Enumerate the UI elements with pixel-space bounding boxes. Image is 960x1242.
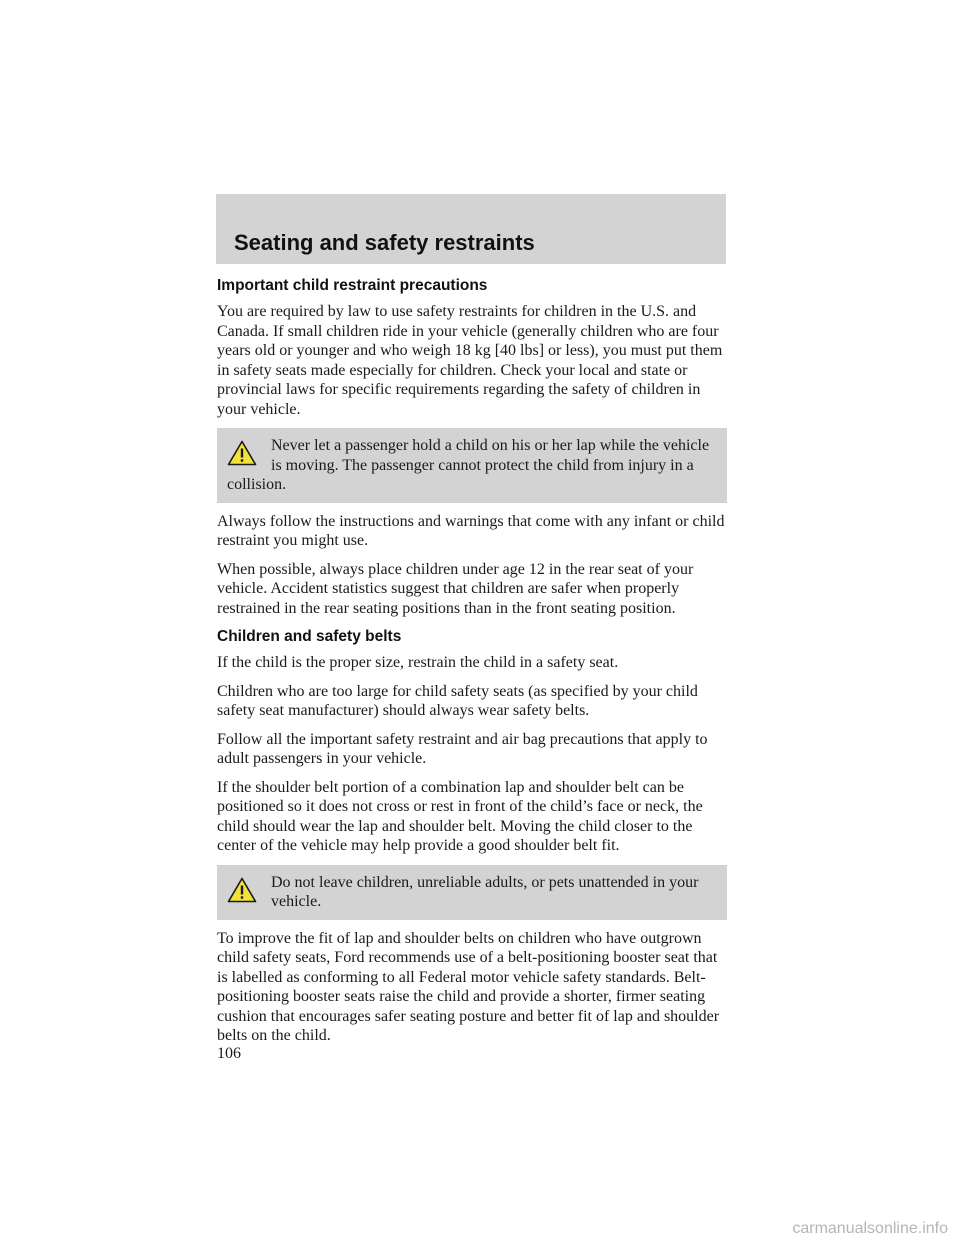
warning-triangle-icon — [227, 877, 257, 903]
section-title: Seating and safety restraints — [234, 230, 535, 255]
paragraph: If the child is the proper size, restrain the child in a safety seat. — [217, 654, 619, 671]
warning-box — [217, 865, 727, 920]
heading-children-safety-belts: Children and safety belts — [217, 628, 402, 645]
heading-child-restraint-precautions: Important child restraint precautions — [217, 277, 488, 294]
paragraph: Follow all the important safety restraint and air bag precautions that apply to adult passengers in your vehicle. — [217, 730, 708, 767]
paragraph: If the shoulder belt portion of a combination lap and shoulder belt can be positioned so it does not cross or rest in front of the child’s face or neck, the child should wear the lap and shoulder belt. Moving the child closer to the center of the vehicle may help provide a good shoulder belt fit. — [217, 778, 703, 854]
warning-text: Do not leave children, unreliable adults, or pets unattended in your vehicle. — [271, 873, 699, 910]
warning-box — [217, 428, 727, 503]
section-header-band — [216, 194, 726, 264]
paragraph: You are required by law to use safety restraints for children in the U.S. and Canada. If small children ride in your vehicle (generally children who are four years old or younger and who weigh 18 kg [40 lbs] or less), you must put them in safety seats made especially for children. Check your local and state or provincial laws for specific requirements regarding the safety of children in your vehicle. — [217, 303, 723, 418]
warning-text: Never let a passenger hold a child on his or her lap while the vehicle is moving. The passenger cannot protect the child from injury in a collision. — [227, 437, 710, 493]
watermark: carmanualsonline.info — [792, 1220, 948, 1237]
page-number: 106 — [217, 1045, 241, 1062]
paragraph: To improve the fit of lap and shoulder belts on children who have outgrown child safety seats, Ford recommends use of a belt-positioning booster seat that is labelled as conforming to all Federal motor vehicle safety standards. Belt-positioning booster seats raise the child and provide a shorter, firmer seating cushion that encourages safer seating posture and better fit of lap and shoulder belts on the child. — [217, 929, 720, 1044]
warning-triangle-icon — [227, 440, 257, 466]
page-content — [217, 276, 727, 1055]
paragraph: Children who are too large for child safety seats (as specified by your child safety seat manufacturer) should always wear safety belts. — [217, 682, 698, 719]
paragraph: Always follow the instructions and warnings that come with any infant or child restraint you might use. — [217, 512, 725, 549]
paragraph: When possible, always place children under age 12 in the rear seat of your vehicle. Accident statistics suggest that children are safer when properly restrained in the rear seating positions than in the front seating position. — [217, 560, 694, 617]
